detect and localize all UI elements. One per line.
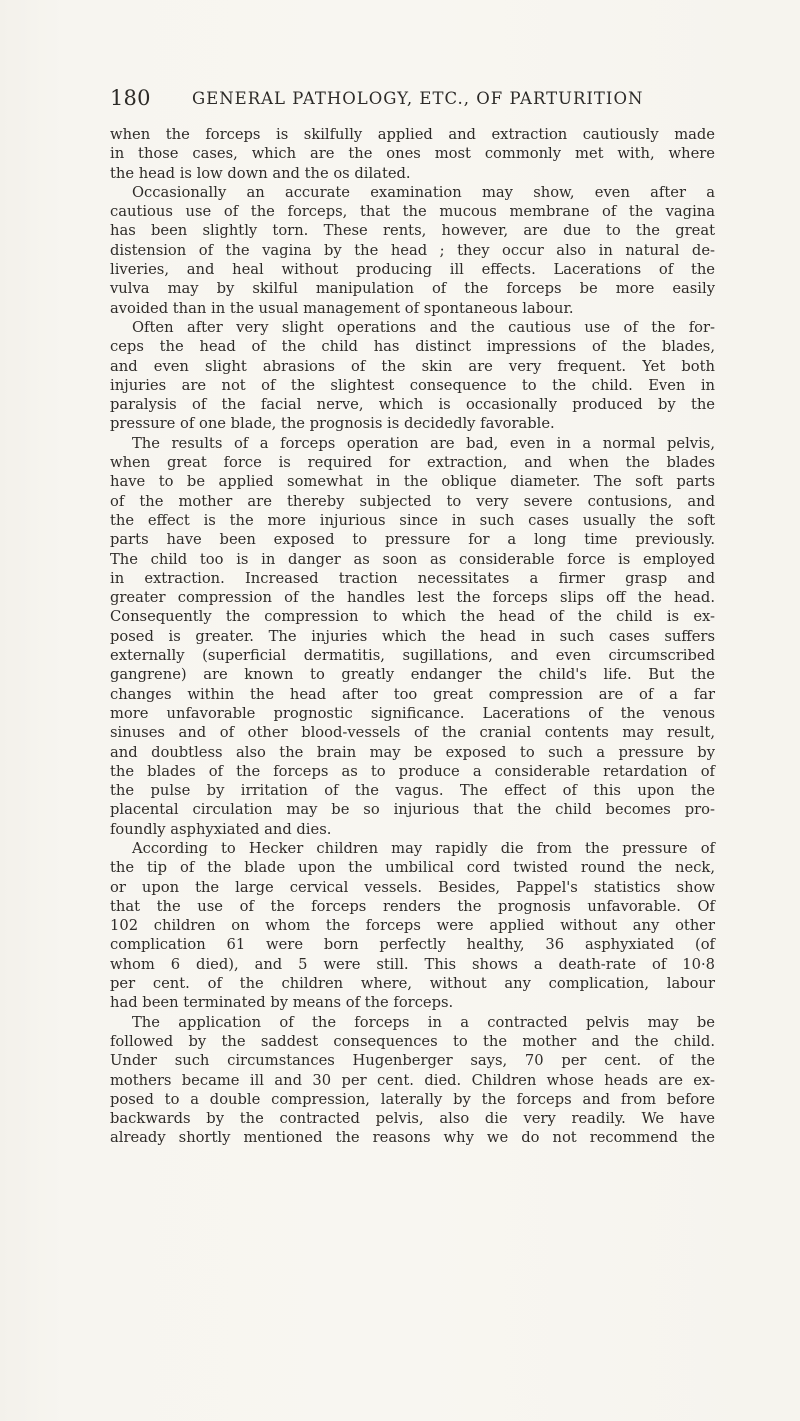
text-line: posed is greater. The injuries which the head in such cases suffers [110,627,715,645]
text-line: had been terminated by means of the forceps. [110,994,454,1012]
text-line: placental circulation may be so injurious that the child becomes pro- [110,801,715,819]
text-line: followed by the saddest consequences to the mother and the child. [110,1032,715,1050]
text-line: when great force is required for extraction, and when the blades [110,454,715,472]
text-line: greater compression of the handles lest the forceps slips off the head. [110,589,715,607]
text-line: in those cases, which are the ones most commonly met with, where [110,145,715,163]
running-title: GENERAL PATHOLOGY, ETC., OF PARTURITION [192,89,644,108]
text-line: injuries are not of the slightest consequence to the child. Even in [110,376,715,394]
text-line: Occasionally an accurate examination may show, even after a [132,183,715,201]
text-line: and even slight abrasions of the skin are very frequent. Yet both [110,357,715,375]
text-line: more unfavorable prognostic significance. Lacerations of the venous [110,704,715,722]
text-line: of the mother are thereby subjected to very severe contusions, and [110,492,715,510]
text-line: already shortly mentioned the reasons why we do not recommend the [110,1129,715,1147]
text-line: the pulse by irritation of the vagus. The effect of this upon the [110,782,715,800]
text-line: the tip of the blade upon the umbilical cord twisted round the neck, [110,859,715,877]
text-line: Under such circumstances Hugenberger says, 70 per cent. of the [110,1052,715,1070]
text-line: According to Hecker children may rapidly die from the pressure of [132,839,715,857]
text-line: mothers became ill and 30 per cent. died. Children whose heads are ex- [110,1071,715,1089]
text-line: liveries, and heal without producing ill effects. Lacerations of the [110,261,715,279]
text-line: in extraction. Increased traction necessitates a firmer grasp and [110,569,715,587]
text-line: The application of the forceps in a contracted pelvis may be [132,1013,715,1031]
text-line: whom 6 died), and 5 were still. This shows a death-rate of 10·8 [110,955,715,973]
text-line: the effect is the more injurious since in such cases usually the soft [110,511,715,529]
page-number: 180 [110,86,151,110]
text-line: when the forceps is skilfully applied and extraction cautiously made [110,126,715,143]
text-line: The child too is in danger as soon as considerable force is employed [110,550,715,568]
text-line: vulva may by skilful manipulation of the forceps be more easily [110,280,715,298]
page-header [110,86,710,116]
text-line: ceps the head of the child has distinct impressions of the blades, [110,338,715,356]
text-line: paralysis of the facial nerve, which is occasionally produced by the [110,396,715,414]
text-line: posed to a double compression, laterally by the forceps and from before [110,1090,715,1108]
text-line: changes within the head after too great compression are of a far [110,685,715,703]
text-line: backwards by the contracted pelvis, also die very readily. We have [110,1110,715,1128]
text-line: or upon the large cervical vessels. Besides, Pappel's statistics show [110,878,715,896]
text-line: The results of a forceps operation are bad, even in a normal pelvis, [132,434,715,452]
text-line: have to be applied somewhat in the oblique diameter. The soft parts [110,473,715,491]
text-line: parts have been exposed to pressure for a long time previously. [110,531,715,549]
text-line: 102 children on whom the forceps were applied without any other [110,917,715,935]
text-line: avoided than in the usual management of spontaneous labour. [110,299,574,317]
text-line: Consequently the compression to which the head of the child is ex- [110,608,715,626]
text-line: and doubtless also the brain may be exposed to such a pressure by [110,743,715,761]
text-line: cautious use of the forceps, that the mucous membrane of the vagina [110,203,715,221]
text-line: sinuses and of other blood-vessels of the cranial contents may result, [110,724,715,742]
text-line: externally (superficial dermatitis, sugillations, and even circumscribed [110,647,715,665]
text-line: distension of the vagina by the head ; they occur also in natural de- [110,241,715,259]
text-line: has been slightly torn. These rents, however, are due to the great [110,222,715,240]
text-line: the head is low down and the os dilated. [110,164,411,182]
text-line: Often after very slight operations and the cautious use of the for- [132,318,715,336]
text-line: per cent. of the children where, without any complication, labour [110,975,715,993]
text-line: gangrene) are known to greatly endanger the child's life. But the [110,666,715,684]
text-line: foundly asphyxiated and dies. [110,820,332,838]
text-line: the blades of the forceps as to produce a considerable retardation of [110,762,715,780]
text-line: that the use of the forceps renders the prognosis unfavorable. Of [110,897,715,915]
body-text [110,125,715,1148]
text-line: pressure of one blade, the prognosis is decidedly favorable. [110,415,555,433]
text-line: complication 61 were born perfectly healthy, 36 asphyxiated (of [110,936,715,954]
